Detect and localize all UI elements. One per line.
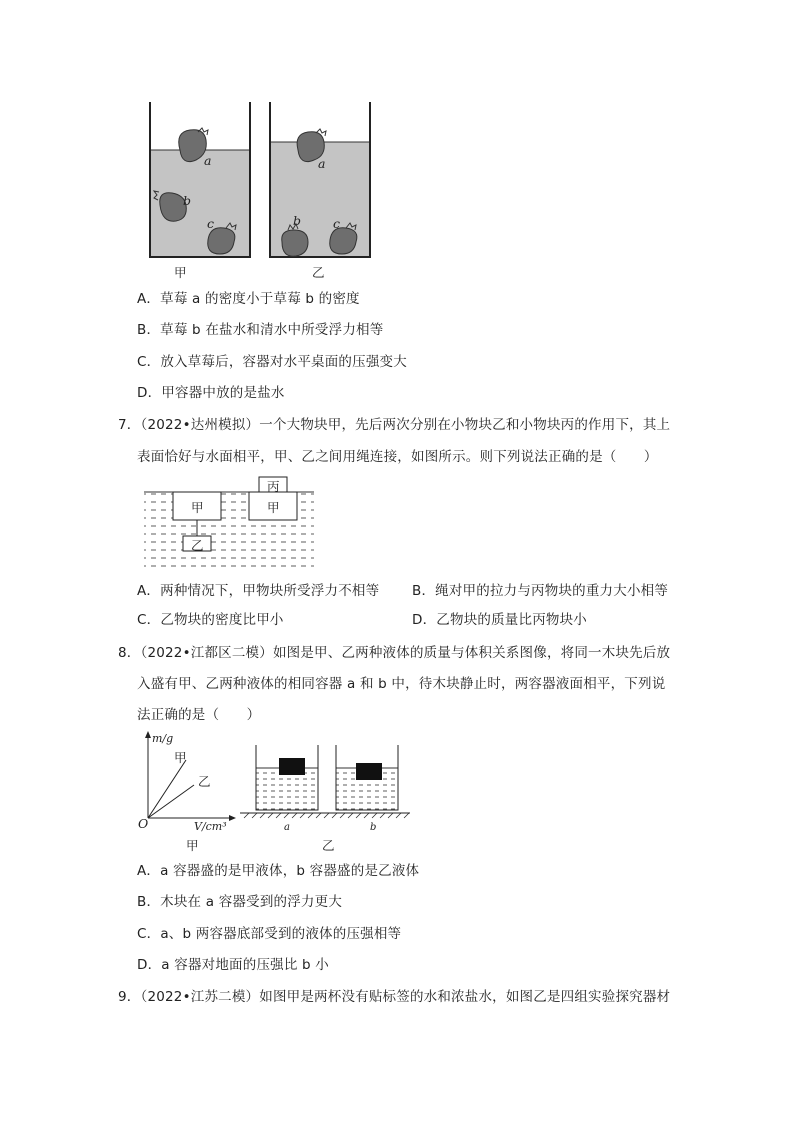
q8-option-b: B．木块在 a 容器受到的浮力更大: [137, 894, 343, 910]
q8-stem-line2: 入盛有甲、乙两种液体的相同容器 a 和 b 中，待木块静止时，两容器液面相平，下列说: [137, 676, 666, 692]
q7-blocks-diagram: [140, 474, 320, 574]
q8-y-axis-label: m/g: [152, 732, 174, 745]
caption-yi: 乙: [312, 265, 325, 280]
q7-label-jia-right: 甲: [267, 500, 280, 515]
q7-stem-line1: 7．（2022•达州模拟）一个大物块甲，先后两次分别在小物块乙和小物块丙的作用下，其上: [118, 417, 671, 433]
q8-graph-caption: 甲: [186, 838, 199, 853]
q7-label-yi: 乙: [191, 538, 204, 553]
q7-label-bing: 丙: [267, 479, 280, 494]
caption-jia: 甲: [174, 265, 187, 280]
q9-stem-line1: 9．（2022•江苏二模）如图甲是两杯没有贴标签的水和浓盐水，如图乙是四组实验探究器材: [118, 989, 671, 1005]
q7-option-b: B．绳对甲的拉力与丙物块的重力大小相等: [412, 583, 669, 599]
q8-line-jia-label: 甲: [174, 750, 187, 765]
q8-mv-graph: [136, 730, 236, 830]
q7-option-d: D．乙物块的质量比丙物块小: [412, 612, 587, 628]
q7-stem-line2: 表面恰好与水面相平，甲、乙之间用绳连接，如图所示。则下列说法正确的是（ ）: [137, 449, 658, 465]
q8-origin-label: O: [138, 816, 149, 831]
label-c-left: c: [207, 216, 215, 231]
q8-option-c: C．a、b 两容器底部受到的液体的压强相等: [137, 926, 402, 942]
q7-figure: [140, 474, 320, 574]
q8-container-a-label: a: [284, 822, 290, 833]
q6-figure: [140, 100, 380, 285]
label-b-left: b: [183, 193, 192, 208]
q8-containers-diagram: [238, 740, 413, 820]
label-a-right: a: [318, 156, 326, 171]
q7-label-jia-left: 甲: [191, 500, 204, 515]
q8-stem-line1: 8．（2022•江都区二模）如图是甲、乙两种液体的质量与体积关系图像，将同一木块先后放: [118, 645, 671, 661]
q8-stem-line3: 法正确的是（ ）: [137, 707, 261, 723]
q8-line-yi-label: 乙: [198, 774, 211, 789]
q6-option-c: C．放入草莓后，容器对水平桌面的压强变大: [137, 354, 407, 370]
label-a-left: a: [204, 153, 212, 168]
q6-option-d: D．甲容器中放的是盐水: [137, 385, 285, 401]
q8-option-d: D．a 容器对地面的压强比 b 小: [137, 957, 330, 973]
q8-x-axis-label: V/cm³: [194, 820, 227, 833]
q7-option-c: C．乙物块的密度比甲小: [137, 612, 284, 628]
q6-option-b: B．草莓 b 在盐水和清水中所受浮力相等: [137, 322, 384, 338]
q6-beakers-diagram: [140, 100, 380, 265]
q8-option-a: A．a 容器盛的是甲液体，b 容器盛的是乙液体: [137, 863, 420, 879]
q6-option-a: A．草莓 a 的密度小于草莓 b 的密度: [137, 291, 360, 307]
q8-graph: [136, 730, 236, 853]
q8-containers-caption: 乙: [322, 838, 335, 853]
q8-container-b-label: b: [370, 822, 377, 833]
q8-containers: [238, 740, 413, 852]
label-c-right: c: [333, 216, 341, 231]
label-b-right: b: [293, 213, 302, 228]
q7-option-a: A．两种情况下，甲物块所受浮力不相等: [137, 583, 380, 599]
